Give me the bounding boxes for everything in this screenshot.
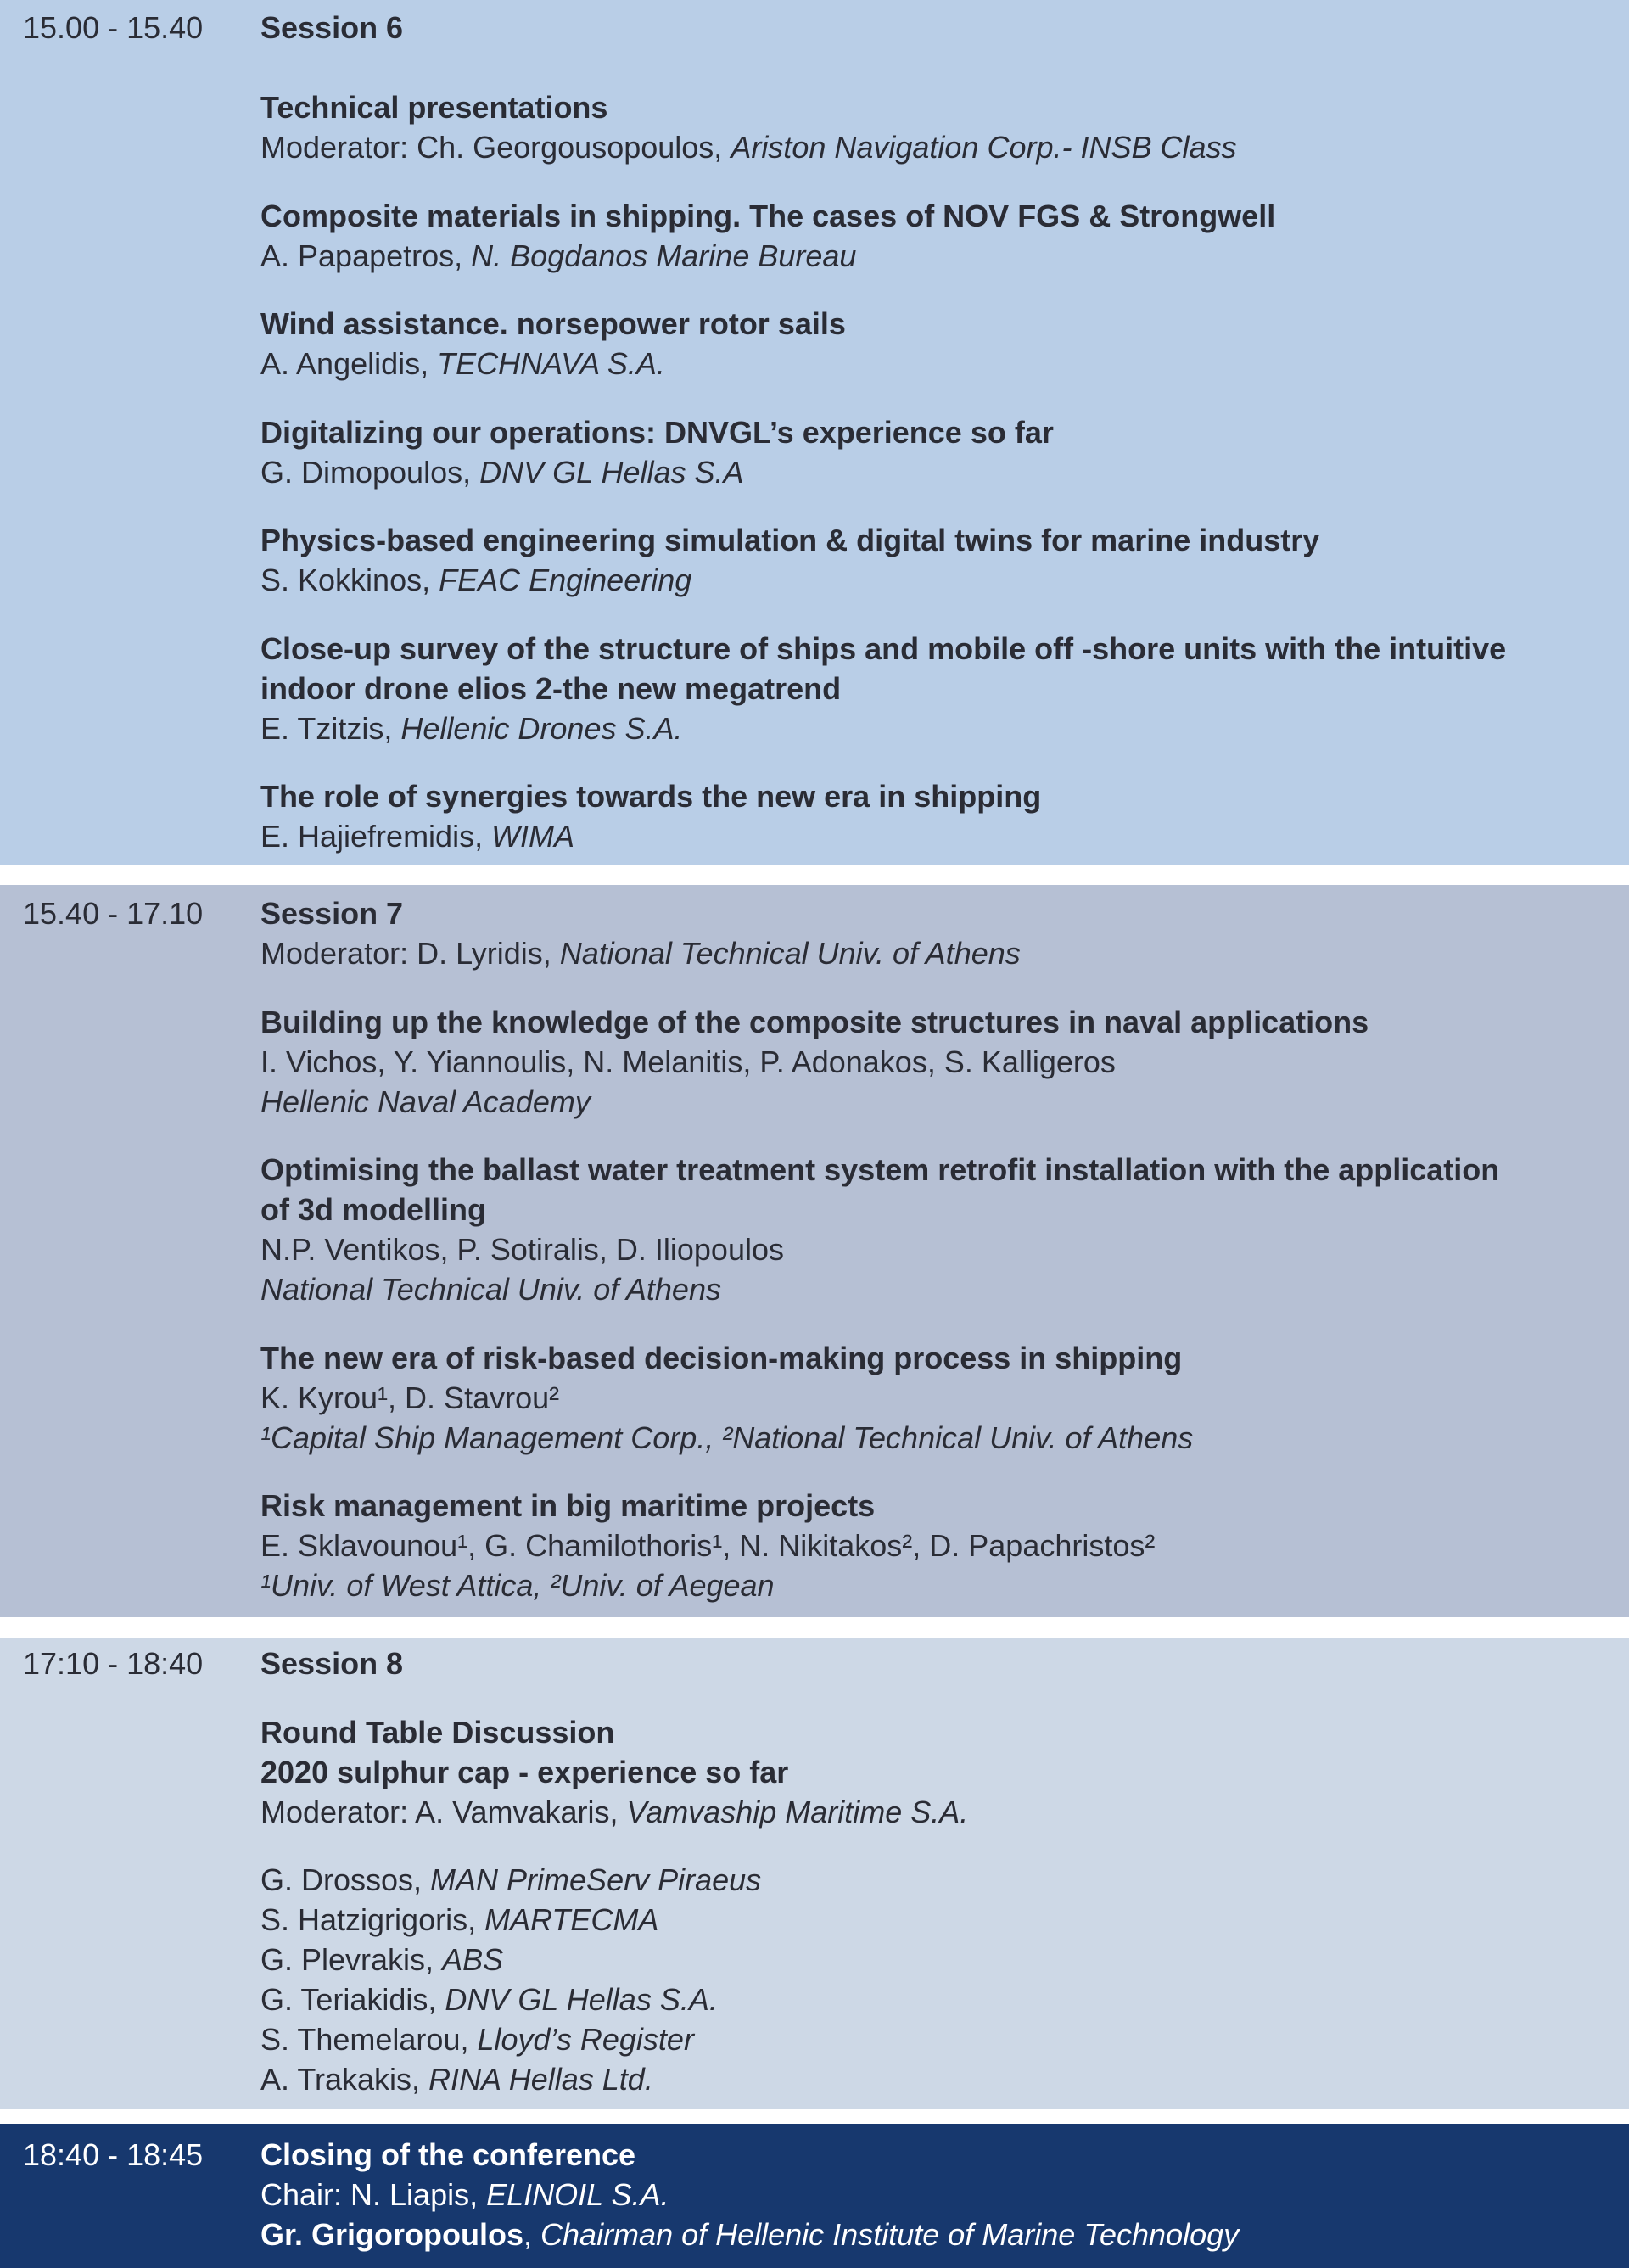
- speaker-names: A. Angelidis,: [260, 346, 438, 381]
- panelist-name: G. Plevrakis,: [260, 1942, 443, 1977]
- speaker-affiliation: Hellenic Drones S.A.: [400, 710, 683, 746]
- speaker-names: N.P. Ventikos, P. Sotiralis, D. Iliopoulos: [260, 1232, 784, 1267]
- speaker-line: [260, 236, 1629, 276]
- talk: [260, 87, 1629, 167]
- session-6-block: [0, 0, 1629, 865]
- session-program: [260, 893, 1629, 1617]
- moderator-name: Moderator: D. Lyridis,: [260, 936, 560, 971]
- talk-title: Digitalizing our operations: DNVGL’s experience so far: [260, 414, 1054, 450]
- session-time: 15.00 - 15.40: [23, 10, 204, 45]
- moderator-line: [260, 1792, 1629, 1832]
- closing-time: 18:40 - 18:45: [23, 2137, 204, 2172]
- panelist-affiliation: MAN PrimeServ Piraeus: [430, 1862, 762, 1897]
- talk-title: Optimising the ballast water treatment system retrofit installation with the application: [260, 1152, 1500, 1187]
- talk: [260, 629, 1629, 748]
- speaker-line: [260, 452, 1629, 492]
- speaker-affiliation: N. Bogdanos Marine Bureau: [471, 238, 857, 273]
- closing-speaker-separator: ,: [523, 2217, 541, 2252]
- speaker-names: E. Sklavounou¹, G. Chamilothoris¹, N. Nikitakos², D. Papachristos²: [260, 1528, 1156, 1563]
- speaker-affiliation: FEAC Engineering: [439, 563, 692, 597]
- moderator-line: [260, 933, 1629, 973]
- speaker-affiliation: ¹Univ. of West Attica, ²Univ. of Aegean: [260, 1568, 775, 1603]
- panelist-affiliation: DNV GL Hellas S.A.: [445, 1982, 718, 2017]
- speaker-affiliation: DNV GL Hellas S.A: [479, 454, 744, 490]
- talk: [260, 412, 1629, 492]
- talk-title-continued: of 3d modelling: [260, 1192, 486, 1227]
- talk-title: The new era of risk-based decision-making process in shipping: [260, 1340, 1183, 1375]
- speaker-affiliation: ¹Capital Ship Management Corp., ²National Technical Univ. of Athens: [260, 1420, 1194, 1455]
- panelist: [260, 1900, 1629, 1940]
- moderator-affiliation: National Technical Univ. of Athens: [559, 936, 1021, 971]
- session-8-block: [0, 1638, 1629, 2109]
- moderator-name: Moderator: A. Vamvakaris,: [260, 1794, 627, 1829]
- speaker-names: K. Kyrou¹, D. Stavrou²: [260, 1380, 560, 1415]
- speaker-names: I. Vichos, Y. Yiannoulis, N. Melanitis, P. Adonakos, S. Kalligeros: [260, 1044, 1116, 1079]
- session-time: 15.40 - 17.10: [23, 896, 204, 931]
- talk: [260, 520, 1629, 600]
- panelist-affiliation: ABS: [442, 1942, 504, 1977]
- chair-affiliation: ELINOIL S.A.: [486, 2177, 669, 2212]
- talk-title: Technical presentations: [260, 90, 608, 125]
- speaker-line: [260, 344, 1629, 384]
- speaker-names: A. Papapetros,: [260, 238, 472, 273]
- panelist: [260, 2059, 1629, 2099]
- session-program: [260, 1644, 1629, 2109]
- panelist-affiliation: MARTECMA: [484, 1902, 659, 1937]
- speaker-line: [260, 560, 1629, 600]
- moderator-name: Moderator: Ch. Georgousopoulos,: [260, 130, 731, 165]
- closing-speaker-role: Chairman of Hellenic Institute of Marine Technology: [540, 2217, 1240, 2252]
- talk-subtitle: 2020 sulphur cap - experience so far: [260, 1754, 789, 1789]
- session-program: [260, 8, 1629, 865]
- panelist: [260, 1940, 1629, 1980]
- speaker-line: [260, 708, 1629, 748]
- closing-speaker-name: Gr. Grigoropoulos: [260, 2217, 524, 2252]
- talk-title-continued: indoor drone elios 2-the new megatrend: [260, 670, 842, 706]
- panel-list: [260, 1860, 1629, 2099]
- panelist: [260, 1980, 1629, 2019]
- talk-title: Physics-based engineering simulation & digital twins for marine industry: [260, 523, 1320, 557]
- talk: [260, 304, 1629, 384]
- closing-block: [0, 2124, 1629, 2268]
- session-7-block: [0, 885, 1629, 1617]
- panelist-name: A. Trakakis,: [260, 2062, 429, 2097]
- panelist-affiliation: RINA Hellas Ltd.: [428, 2062, 653, 2097]
- speaker-affiliation: National Technical Univ. of Athens: [260, 1272, 721, 1307]
- speaker-names: S. Kokkinos,: [260, 563, 439, 597]
- speaker-line: [260, 816, 1629, 856]
- moderator-affiliation: Vamvaship Maritime S.A.: [626, 1794, 969, 1829]
- panelist-name: G. Drossos,: [260, 1862, 431, 1897]
- speaker-affiliation: Hellenic Naval Academy: [260, 1084, 591, 1119]
- session-time: 17:10 - 18:40: [23, 1646, 204, 1681]
- speaker-affiliation: TECHNAVA S.A.: [437, 346, 665, 381]
- panelist-name: G. Teriakidis,: [260, 1982, 445, 2017]
- closing-program: [260, 2135, 1629, 2268]
- speaker-names: G. Dimopoulos,: [260, 454, 480, 490]
- talk-title: The role of synergies towards the new era in shipping: [260, 779, 1042, 814]
- panelist: [260, 2019, 1629, 2059]
- talk: [260, 1338, 1629, 1458]
- closing-title: Closing of the conference: [260, 2137, 636, 2172]
- session-title: Session 6: [260, 10, 404, 45]
- moderator-line: [260, 127, 1629, 167]
- talk-title: Wind assistance. norsepower rotor sails: [260, 306, 846, 341]
- talk-title: Close-up survey of the structure of ships and mobile off -shore units with the intuitive: [260, 630, 1507, 666]
- chair-name: Chair: N. Liapis,: [260, 2177, 487, 2212]
- round-table: [260, 1712, 1629, 1832]
- session-title: Session 7: [260, 896, 404, 931]
- talk-title: Building up the knowledge of the composite structures in naval applications: [260, 1004, 1369, 1039]
- chair-line: [260, 2175, 1629, 2215]
- panelist-name: S. Themelarou,: [260, 2022, 478, 2057]
- panelist-name: S. Hatzigrigoris,: [260, 1902, 485, 1937]
- panelist-affiliation: Lloyd’s Register: [477, 2022, 694, 2057]
- speaker-affiliation: WIMA: [491, 819, 575, 854]
- talk: [260, 1002, 1629, 1122]
- moderator-affiliation: Ariston Navigation Corp.- INSB Class: [731, 130, 1237, 165]
- talk-title: Risk management in big maritime projects: [260, 1488, 876, 1523]
- talk-title: Round Table Discussion: [260, 1714, 615, 1750]
- closing-speaker-line: [260, 2215, 1629, 2254]
- speaker-names: E. Tzitzis,: [260, 710, 401, 746]
- talk: [260, 1150, 1629, 1309]
- panelist: [260, 1860, 1629, 1900]
- session-title: Session 8: [260, 1646, 404, 1681]
- talk: [260, 196, 1629, 276]
- speaker-names: E. Hajiefremidis,: [260, 819, 492, 854]
- talk: [260, 776, 1629, 856]
- talk: [260, 1486, 1629, 1605]
- talk-title: Composite materials in shipping. The cases of NOV FGS & Strongwell: [260, 198, 1276, 233]
